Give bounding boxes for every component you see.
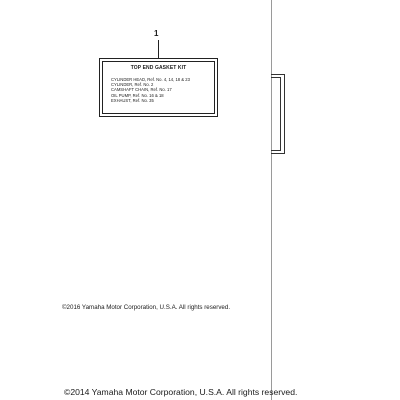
callout-number: 1	[154, 29, 159, 38]
kit-item: CAMSHAFT CHAIN, Ref. No. 17	[111, 87, 172, 93]
diagram-copyright: ©2016 Yamaha Motor Corporation, U.S.A. All rights reserved.	[62, 304, 231, 311]
page-copyright: ©2014 Yamaha Motor Corporation, U.S.A. All rights reserved.	[64, 387, 298, 397]
page-edge-line	[271, 0, 272, 400]
gasket-kit-label	[99, 58, 218, 117]
callout-leader-line	[158, 40, 159, 58]
kit-item: OIL PUMP, Ref. No. 16 & 18	[111, 92, 164, 98]
kit-item: EXHAUST, Ref. No. 35	[111, 97, 154, 103]
kit-item: CYLINDER HEAD, Ref. No. 4, 14, 18 & 23	[111, 77, 190, 82]
binding-bracket-inner	[271, 77, 281, 151]
kit-item: CYLINDER, Ref. No. 2	[111, 82, 154, 88]
gasket-kit-contents	[111, 77, 190, 103]
gasket-kit-title: TOP END GASKET KIT	[130, 65, 187, 71]
